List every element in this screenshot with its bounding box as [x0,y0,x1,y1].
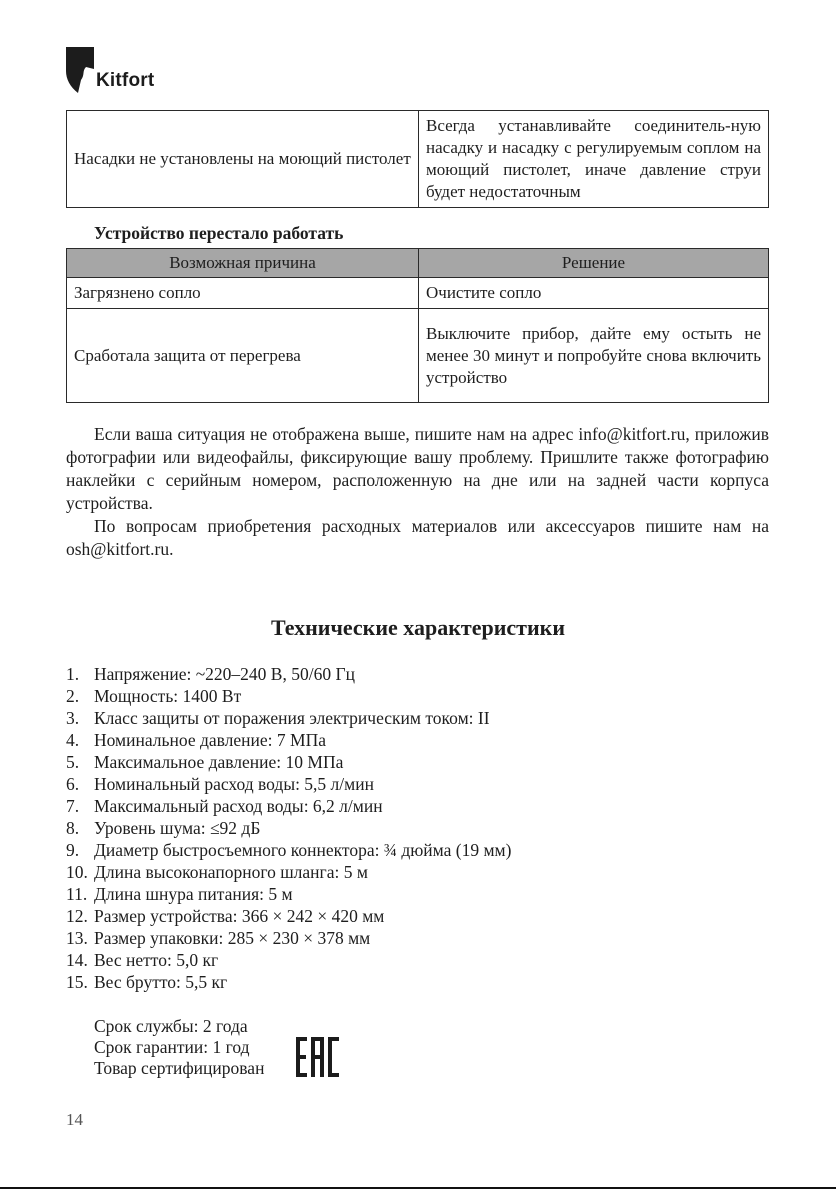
table-header-row [67,249,769,278]
spec-item: 12. Размер устройства: 366 × 242 × 420 мм [66,906,385,926]
accessories-paragraph: По вопросам приобретения расходных материалов или аксессуаров пишите нам на osh@kitfort.ru. [66,516,769,559]
header-cause: Возможная причина [67,249,419,278]
contact-info [66,423,769,561]
spec-item: 7. Максимальный расход воды: 6,2 л/мин [66,796,383,816]
spec-item: 2. Мощность: 1400 Вт [66,686,242,706]
spec-item: 10. Длина высоконапорного шланга: 5 м [66,862,368,882]
cause-cell: Насадки не установлены на моющий пистолет [67,111,419,208]
warranty-period: Срок гарантии: 1 год [94,1037,250,1057]
kitfort-logo [66,47,154,93]
header-solution: Решение [419,249,769,278]
certification-text: Товар сертифицирован [94,1058,265,1078]
spec-item: 13. Размер упаковки: 285 × 230 × 378 мм [66,928,371,948]
brand-name: Kitfort [96,70,155,91]
solution-cell: Очистите сопло [419,278,769,309]
spec-item: 8. Уровень шума: ≤92 дБ [66,818,261,838]
spec-item: 5. Максимальное давление: 10 МПа [66,752,344,772]
page-number: 14 [66,1110,83,1129]
cause-cell: Сработала защита от перегрева [67,309,419,403]
spec-item: 1. Напряжение: ~220–240 В, 50/60 Гц [66,664,355,684]
table-row [67,309,769,403]
table-row [67,111,769,208]
spec-item: 11. Длина шнура питания: 5 м [66,884,293,904]
spec-item: 15. Вес брутто: 5,5 кг [66,972,228,992]
specs-title: Технические характеристики [270,615,566,640]
service-info [94,1016,264,1079]
spec-item: 6. Номинальный расход воды: 5,5 л/мин [66,774,374,794]
spec-item: 4. Номинальное давление: 7 МПа [66,730,326,750]
table-row [67,278,769,309]
solution-cell: Выключите прибор, дайте ему остыть не менее 30 минут и попробуйте снова включить устройство [419,309,769,403]
spec-item: 14. Вес нетто: 5,0 кг [66,950,219,970]
section-title: Устройство перестало работать [94,223,344,243]
troubleshooting-table-continued [66,110,769,208]
cause-cell: Загрязнено сопло [67,278,419,309]
contact-paragraph: Если ваша ситуация не отображена выше, пишите нам на адрес info@kitfort.ru, приложив фотографии или видеофайлы, фиксирующие вашу проблему. Пришлите также фотографию наклейки с серийным номером, расположенную на дне или на задней части корпуса устройства. [66,424,769,513]
kitfort-shield-logo-icon [66,47,94,93]
spec-item: 9. Диаметр быстросъемного коннектора: ¾ дюйма (19 мм) [66,840,512,860]
eac-mark-icon [296,1037,340,1082]
spec-item: 3. Класс защиты от поражения электрическим током: II [66,708,490,728]
troubleshooting-table [66,248,769,403]
specs-list [66,663,511,993]
solution-cell: Всегда устанавливайте соединитель-ную насадку и насадку с регулируемым соплом на моющий пистолет, иначе давление струи будет недостаточным [419,111,769,208]
service-life: Срок службы: 2 года [94,1016,248,1036]
